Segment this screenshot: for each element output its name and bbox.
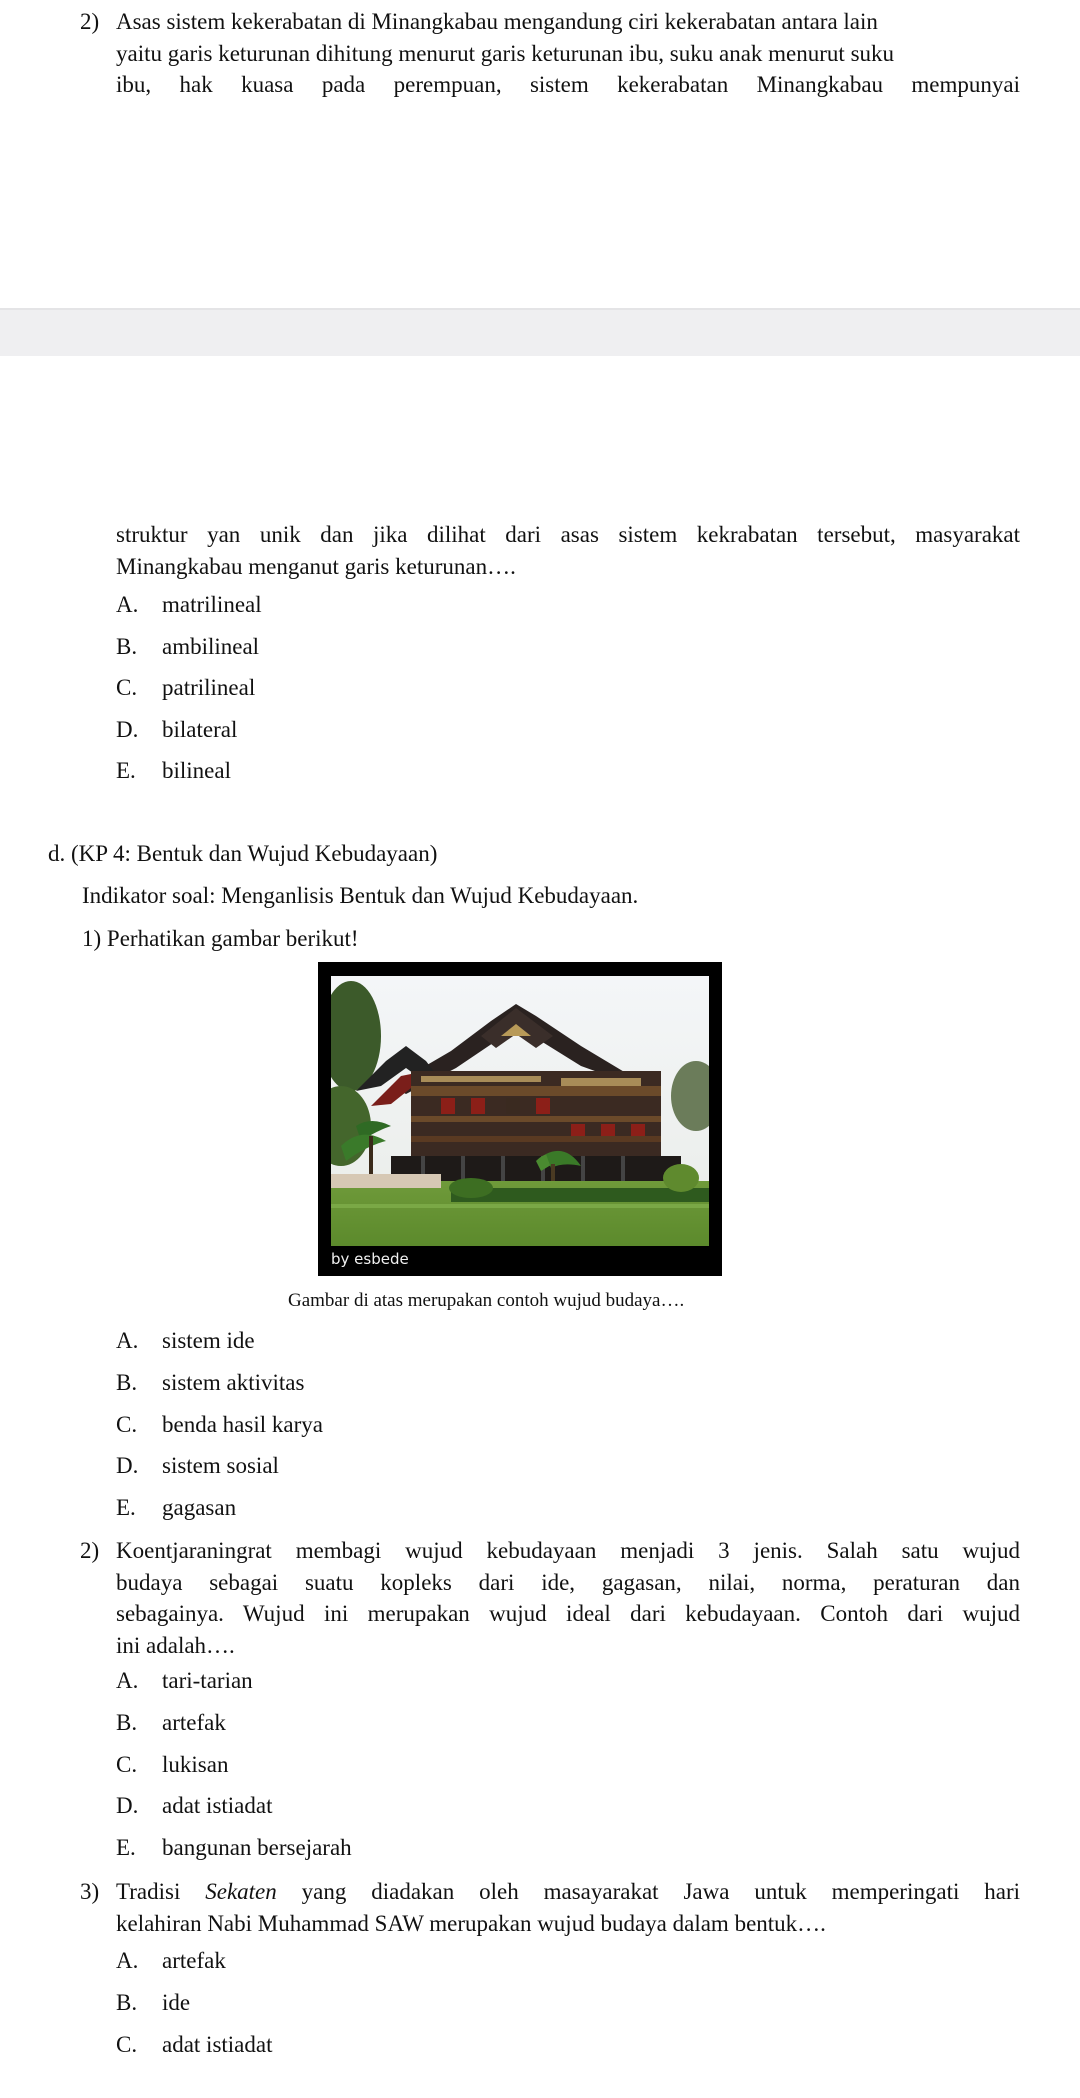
option-c[interactable] bbox=[116, 1410, 323, 1440]
option-c[interactable] bbox=[116, 2030, 273, 2060]
option-letter: D. bbox=[116, 717, 139, 742]
option-d[interactable] bbox=[116, 715, 237, 745]
option-a[interactable] bbox=[116, 1666, 253, 1696]
option-text: adat istiadat bbox=[162, 1793, 273, 1818]
text-line: struktur yan unik dan jika dilihat dari asas sistem kekrabatan tersebut, masyarakat bbox=[116, 522, 1020, 547]
option-text: artefak bbox=[162, 1948, 226, 1973]
rumah-gadang-photo bbox=[331, 976, 709, 1246]
q2-text bbox=[116, 1535, 1020, 1661]
section-heading: d. (KP 4: Bentuk dan Wujud Kebudayaan) bbox=[48, 841, 438, 866]
option-letter: C. bbox=[116, 1412, 138, 1437]
image-watermark: by esbede bbox=[331, 1250, 409, 1268]
text-line: Asas sistem kekerabatan di Minangkabau mengandung ciri kekerabatan antara lain bbox=[116, 9, 878, 34]
text-line: yaitu garis keturunan dihitung menurut garis keturunan ibu, suku anak menurut suku bbox=[116, 40, 895, 66]
option-letter: A. bbox=[116, 1328, 139, 1353]
option-b[interactable] bbox=[116, 632, 259, 662]
q2-number: 2) bbox=[80, 1538, 100, 1563]
option-letter: B. bbox=[116, 634, 138, 659]
option-text: ide bbox=[162, 1990, 191, 2015]
option-e[interactable] bbox=[116, 1493, 236, 1523]
option-text: matrilineal bbox=[162, 592, 262, 617]
q2-text-continued bbox=[116, 519, 1020, 582]
option-letter: A. bbox=[116, 1948, 139, 1973]
option-b[interactable] bbox=[116, 1708, 226, 1738]
option-letter: E. bbox=[116, 1495, 136, 1520]
option-a[interactable] bbox=[116, 1946, 226, 1976]
option-text: artefak bbox=[162, 1710, 226, 1735]
option-text: ambilineal bbox=[162, 634, 260, 659]
option-c[interactable] bbox=[116, 673, 255, 703]
option-letter: E. bbox=[116, 758, 136, 783]
option-text: adat istiadat bbox=[162, 2032, 273, 2057]
option-text: sistem ide bbox=[162, 1328, 255, 1353]
option-a[interactable] bbox=[116, 1326, 255, 1356]
italic-term: Sekaten bbox=[205, 1879, 277, 1904]
option-text: bangunan bersejarah bbox=[162, 1835, 352, 1860]
option-text: sistem sosial bbox=[162, 1453, 279, 1478]
option-e[interactable] bbox=[116, 1833, 352, 1863]
option-letter: D. bbox=[116, 1793, 139, 1818]
text-line: sebagainya. Wujud ini merupakan wujud ideal dari kebudayaan. Contoh dari wujud bbox=[116, 1601, 1020, 1626]
question-image bbox=[318, 962, 722, 1276]
option-letter: A. bbox=[116, 1668, 139, 1693]
text-line bbox=[116, 1876, 1020, 1908]
image-caption: Gambar di atas merupakan contoh wujud budaya…. bbox=[288, 1290, 685, 1311]
q2-text-top bbox=[116, 6, 1020, 101]
page-break-gap bbox=[0, 310, 1080, 356]
option-text: gagasan bbox=[162, 1495, 237, 1520]
q3-text bbox=[116, 1876, 1020, 1939]
option-e[interactable] bbox=[116, 756, 231, 786]
option-text: bilineal bbox=[162, 758, 231, 783]
text-run: Tradisi bbox=[116, 1879, 206, 1904]
option-text: sistem aktivitas bbox=[162, 1370, 305, 1395]
text-line: ini adalah…. bbox=[116, 1632, 235, 1658]
option-text: lukisan bbox=[162, 1752, 229, 1777]
text-run: yang diadakan oleh masayarakat Jawa untuk memperingati hari bbox=[276, 1879, 1020, 1904]
option-letter: E. bbox=[116, 1835, 136, 1860]
option-text: patrilineal bbox=[162, 675, 256, 700]
text-line: kelahiran Nabi Muhammad SAW merupakan wujud budaya dalam bentuk…. bbox=[116, 1910, 826, 1936]
q2-number-top: 2) bbox=[80, 9, 100, 34]
option-letter: B. bbox=[116, 1710, 138, 1735]
option-letter: D. bbox=[116, 1453, 139, 1478]
text-line: ibu, hak kuasa pada perempuan, sistem kekerabatan Minangkabau mempunyai bbox=[116, 72, 1020, 97]
option-letter: C. bbox=[116, 2032, 138, 2057]
option-a[interactable] bbox=[116, 590, 262, 620]
option-letter: B. bbox=[116, 1990, 138, 2015]
option-letter: C. bbox=[116, 675, 138, 700]
option-b[interactable] bbox=[116, 1988, 190, 2018]
text-line: Minangkabau menganut garis keturunan…. bbox=[116, 553, 516, 579]
indicator-text: Indikator soal: Menganlisis Bentuk dan Wujud Kebudayaan. bbox=[82, 883, 639, 908]
option-b[interactable] bbox=[116, 1368, 304, 1398]
option-text: bilateral bbox=[162, 717, 238, 742]
q3-number: 3) bbox=[80, 1879, 100, 1904]
option-c[interactable] bbox=[116, 1750, 228, 1780]
option-text: benda hasil karya bbox=[162, 1412, 323, 1437]
option-letter: A. bbox=[116, 592, 139, 617]
option-letter: B. bbox=[116, 1370, 138, 1395]
option-d[interactable] bbox=[116, 1791, 273, 1821]
text-line: Koentjaraningrat membagi wujud kebudayaan menjadi 3 jenis. Salah satu wujud bbox=[116, 1538, 1020, 1563]
text-line: budaya sebagai suatu kopleks dari ide, gagasan, nilai, norma, peraturan dan bbox=[116, 1569, 1020, 1595]
option-d[interactable] bbox=[116, 1451, 279, 1481]
option-letter: C. bbox=[116, 1752, 138, 1777]
q1-prompt: 1) Perhatikan gambar berikut! bbox=[82, 926, 359, 951]
option-text: tari-tarian bbox=[162, 1668, 253, 1693]
